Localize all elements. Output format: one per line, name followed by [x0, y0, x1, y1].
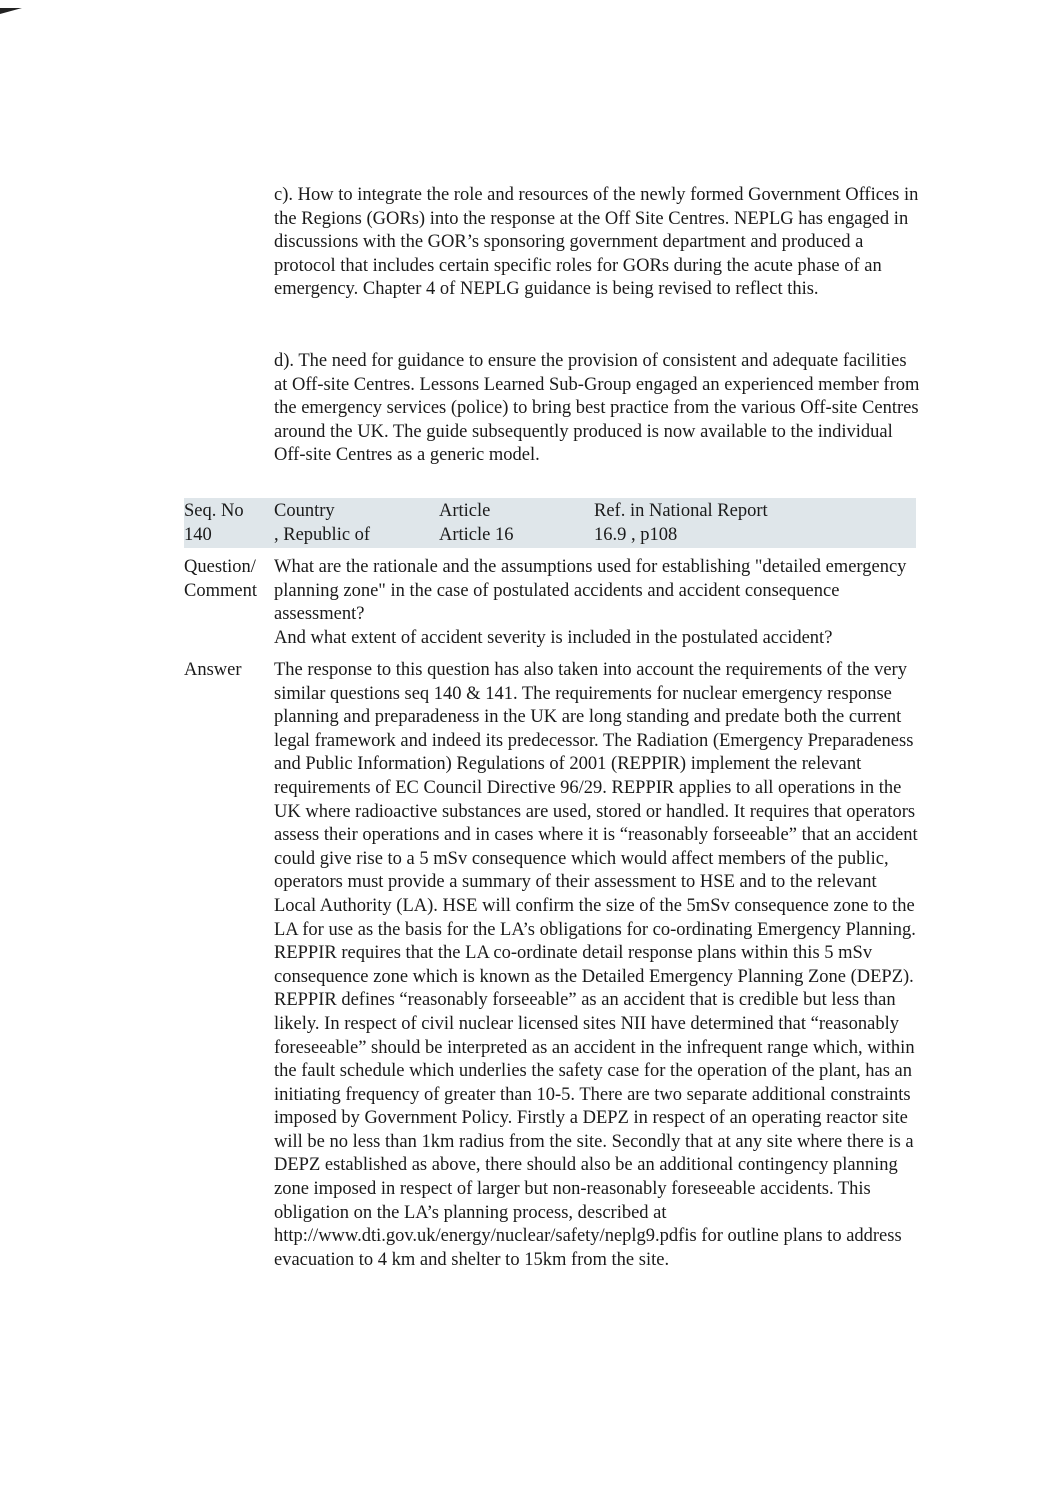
question-followup: And what extent of accident severity is included in the postulated accident?	[274, 627, 833, 648]
country-header: Country	[274, 501, 335, 521]
answer-label: Answer	[184, 660, 242, 680]
question-label	[184, 556, 274, 603]
seq-header: Seq. No	[184, 501, 244, 521]
paragraph-d-text: d). The need for guidance to ensure the provision of consistent and adequate facilities at Off-site Centres. Lessons Learned Sub-Group engaged an experienced member from the emergency services (police) to bring best practice from the various Off-site Centres around the UK. The guide subsequently produced is now available to the individual Off-site Centres as a generic model.	[274, 351, 920, 466]
question-body	[274, 556, 924, 650]
paragraph-c	[274, 184, 924, 302]
answer-text: The response to this question has also taken into account the requirements of the very similar questions seq 140 & 141. The requirements for nuclear emergency response planning and preparadeness in the UK are long standing and predate both the current legal framework and indeed its predecessor. The Radiation (Emergency Preparadeness and Public Information) Regulations of 2001 (REPPIR) implement the relevant requirements of EC Council Directive 96/29. REPPIR applies to all operations in the UK where radioactive substances are used, stored or handled. It requires that operators assess their operations and in cases where it is “reasonably forseeable” that an accident could give rise to a 5 mSv consequence which would affect members of the public, operators must provide a summary of their assessment to HSE and to the relevant Local Authority (LA). HSE will confirm the size of the 5mSv consequence zone to the LA for use as the basis for the LA’s obligations for co-ordinating Emergency Planning. REPPIR requires that the LA co-ordinate detail response plans within this 5 mSv consequence zone which is known as the Detailed Emergency Planning Zone (DEPZ). REPPIR defines “reasonably forseeable” as an accident that is credible but less than likely. In respect of civil nuclear licensed sites NII have determined that “reasonably foreseeable” should be interpreted as an accident in the infrequent range which, within the fault schedule which underlies the safety case for the operation of the plant, has an initiating frequency of greater than 10-5. There are two separate additional constraints imposed by Government Policy. Firstly a DEPZ in respect of an operating reactor site will be no less than 1km radius from the site. Secondly that at any site where there is a DEPZ established as above, there should also be an additional contingency planning zone imposed in respect of larger but non-reasonably foreseeable accidents. This obligation on the LA’s planning process, described at http://www.dti.gov.uk/energy/nuclear/safety/neplg9.pdfis for outline plans to address evacuation to 4 km and shelter to 15km from the site.	[274, 660, 918, 1270]
seq-value: 140	[184, 524, 212, 545]
paragraph-d	[274, 350, 924, 468]
country-column	[274, 500, 370, 547]
question-text: What are the rationale and the assumptions used for establishing "detailed emergency planning zone" in the case of postulated accidents and accident consequence assessment?	[274, 557, 907, 625]
scan-corner-mark	[0, 8, 22, 14]
ref-header: Ref. in National Report	[594, 501, 768, 521]
article-header: Article	[439, 501, 491, 521]
question-label-line1: Question/	[184, 557, 256, 577]
country-value: , Republic of	[274, 524, 371, 545]
ref-column	[594, 500, 768, 547]
answer-body	[274, 659, 919, 1272]
question-label-line2: Comment	[184, 580, 257, 601]
article-value: Article 16	[439, 524, 514, 545]
paragraph-c-text: c). How to integrate the role and resources of the newly formed Government Offices in the Regions (GORs) into the response at the Off Site Centres. NEPLG has engaged in discussions with the GOR’s sponsoring government department and produced a protocol that includes certain specific roles for GORs during the acute phase of an emergency. Chapter 4 of NEPLG guidance is being revised to reflect this.	[274, 185, 919, 300]
reference-table	[184, 498, 916, 548]
seq-column	[184, 500, 244, 547]
article-column	[439, 500, 514, 547]
ref-value: 16.9 , p108	[594, 524, 678, 545]
